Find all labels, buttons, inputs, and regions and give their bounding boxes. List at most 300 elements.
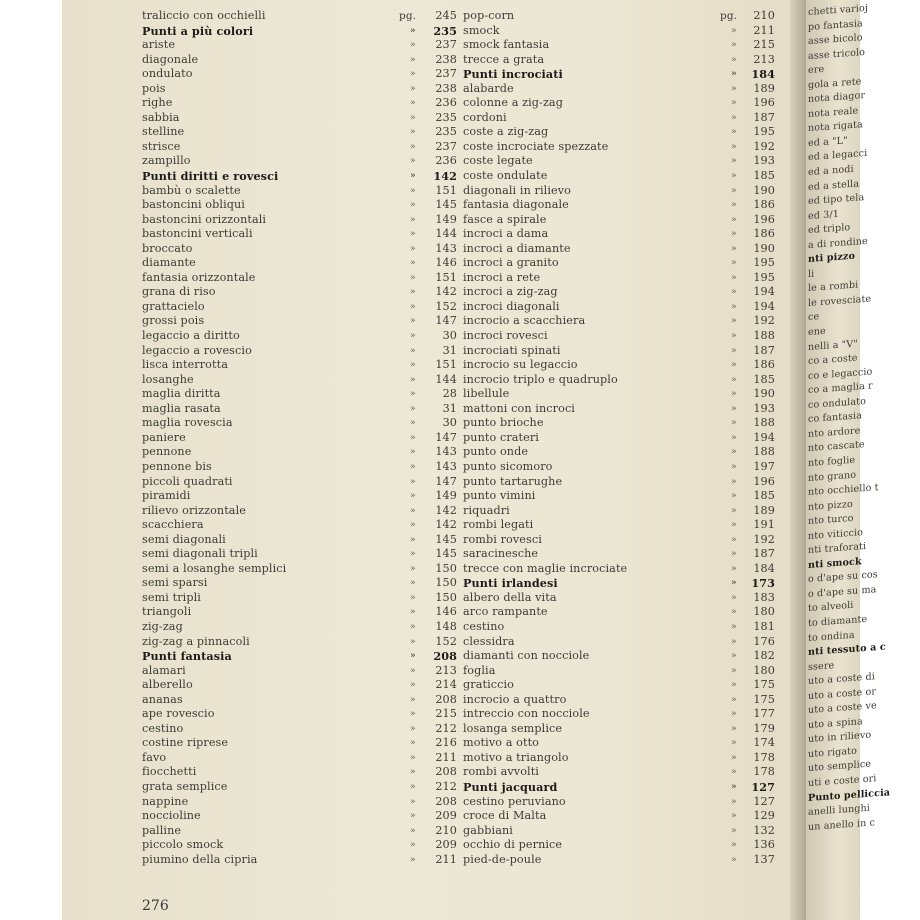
entry-term: maglia rovescia	[142, 416, 233, 430]
ditto-mark: »	[731, 665, 737, 676]
ditto-mark: »	[410, 301, 416, 312]
ditto-mark: »	[410, 156, 416, 167]
page-number: 276	[142, 898, 169, 914]
entry-term: nti tessuto a c	[808, 641, 886, 659]
entry-term: fantasia diagonale	[463, 198, 569, 212]
index-entry	[142, 82, 457, 97]
entry-page: 187	[753, 343, 775, 357]
entry-page: 185	[753, 372, 775, 386]
entry-term: losanga semplice	[463, 721, 563, 735]
entry-page: 189	[753, 503, 775, 517]
index-entry	[142, 38, 457, 53]
entry-page: 192	[753, 532, 775, 546]
entry-term: scacchiera	[142, 518, 204, 532]
ditto-mark: »	[731, 374, 737, 385]
ditto-mark: »	[410, 651, 416, 662]
index-entry	[142, 227, 457, 242]
entry-term: cestino	[142, 721, 184, 735]
entry-term: uto a coste di	[808, 671, 875, 688]
entry-term: nto grano	[808, 469, 857, 484]
ditto-mark: »	[410, 811, 416, 822]
entry-term: ed a stella	[808, 177, 860, 193]
ditto-mark: »	[410, 374, 416, 385]
entry-page: 194	[753, 430, 775, 444]
entry-page: 179	[753, 721, 775, 735]
index-entry	[463, 227, 775, 242]
entry-term: favo	[142, 750, 167, 764]
ditto-mark: »	[731, 229, 737, 240]
entry-term: ananas	[142, 692, 183, 706]
ditto-mark: »	[410, 25, 416, 36]
entry-term: sabbia	[142, 110, 180, 124]
index-entry	[142, 96, 457, 111]
entry-term: rilievo orizzontale	[142, 503, 246, 517]
ditto-mark: »	[731, 258, 737, 269]
index-entry	[142, 344, 457, 359]
entry-page: 150	[435, 590, 457, 604]
entry-page: 237	[435, 67, 457, 81]
index-section-heading	[142, 24, 457, 39]
entry-term: incroci a diamante	[463, 241, 571, 255]
ditto-mark: »	[731, 505, 737, 516]
index-entry	[142, 707, 457, 722]
index-entry	[142, 387, 457, 402]
entry-page: 187	[753, 110, 775, 124]
entry-term: incrocio triplo e quadruplo	[463, 372, 618, 386]
index-entry	[463, 547, 775, 562]
entry-term: cestino peruviano	[463, 794, 566, 808]
index-entry	[142, 373, 457, 388]
entry-page: 190	[753, 241, 775, 255]
entry-page: 196	[753, 212, 775, 226]
entry-term: ssere	[808, 659, 835, 673]
ditto-mark: »	[731, 694, 737, 705]
index-entry	[142, 9, 457, 24]
entry-page: 174	[753, 736, 775, 750]
entry-page: 180	[753, 605, 775, 619]
entry-page: 196	[753, 474, 775, 488]
ditto-mark: »	[410, 607, 416, 618]
entry-term: incroci a dama	[463, 227, 549, 241]
entry-page: 185	[753, 169, 775, 183]
entry-term: ed triplo	[808, 222, 851, 237]
entry-page: 28	[442, 387, 457, 401]
entry-term: piccolo smock	[142, 838, 224, 852]
entry-page: 188	[753, 329, 775, 343]
entry-term: maglia rasata	[142, 401, 221, 415]
entry-term: incroci diagonali	[463, 299, 560, 313]
entry-page: 147	[435, 474, 457, 488]
entry-page: 236	[435, 154, 457, 168]
entry-term: coste incrociate spezzate	[463, 139, 609, 153]
entry-term: incroci a rete	[463, 270, 541, 284]
entry-term: legaccio a diritto	[142, 329, 240, 343]
entry-page: 235	[435, 125, 457, 139]
ditto-mark: »	[410, 578, 416, 589]
entry-term: smock fantasia	[463, 38, 550, 52]
entry-page: 143	[435, 241, 457, 255]
index-entry	[463, 431, 775, 446]
index-entry	[463, 111, 775, 126]
ditto-mark: »	[410, 432, 416, 443]
index-entry	[463, 853, 775, 868]
entry-page: 193	[753, 401, 775, 415]
ditto-mark: »	[410, 461, 416, 472]
index-entry	[463, 475, 775, 490]
entry-term: albero della vita	[463, 590, 557, 604]
entry-page: 143	[435, 459, 457, 473]
ditto-mark: »	[410, 287, 416, 298]
index-entry	[463, 736, 775, 751]
ditto-mark: »	[731, 854, 737, 865]
ditto-mark: »	[410, 781, 416, 792]
index-entry	[463, 82, 775, 97]
entry-page: 195	[753, 270, 775, 284]
entry-page: 151	[435, 358, 457, 372]
ditto-mark: »	[731, 549, 737, 560]
entry-page: 146	[435, 256, 457, 270]
entry-term: bastoncini orizzontali	[142, 212, 267, 226]
index-entry	[142, 765, 457, 780]
entry-term: trecce con maglie incrociate	[463, 561, 628, 575]
entry-term: punto brioche	[463, 416, 544, 430]
ditto-mark: »	[731, 403, 737, 414]
entry-term: costine riprese	[142, 736, 229, 750]
ditto-mark: »	[731, 214, 737, 225]
entry-page: 31	[442, 343, 457, 357]
entry-page: 194	[753, 299, 775, 313]
index-entry	[142, 824, 457, 839]
entry-page: 195	[753, 256, 775, 270]
entry-term: Punti fantasia	[142, 649, 232, 664]
entry-term: triangoli	[142, 605, 192, 619]
entry-term: legaccio a rovescio	[142, 343, 252, 357]
entry-term: asse bicolo	[808, 32, 863, 48]
index-entry	[142, 576, 457, 591]
index-entry	[142, 154, 457, 169]
ditto-mark: »	[410, 98, 416, 109]
entry-page: 176	[753, 634, 775, 648]
entry-term: nti traforati	[808, 541, 867, 557]
entry-page: 146	[435, 605, 457, 619]
entry-term: piramidi	[142, 489, 191, 503]
index-entry	[142, 547, 457, 562]
index-entry	[463, 504, 775, 519]
entry-term: punto crateri	[463, 430, 539, 444]
entry-page: 144	[435, 227, 457, 241]
entry-term: diagonali in rilievo	[463, 183, 571, 197]
entry-page: 194	[753, 285, 775, 299]
entry-term: noccioline	[142, 809, 201, 823]
entry-term: pop-corn	[463, 9, 515, 22]
entry-page: 127	[753, 794, 775, 808]
index-entry	[463, 300, 775, 315]
index-entry	[463, 53, 775, 68]
ditto-mark: »	[410, 331, 416, 342]
entry-page: 208	[435, 692, 457, 706]
entry-term: zig-zag	[142, 619, 183, 633]
entry-term: to alveoli	[808, 600, 854, 615]
ditto-mark: »	[731, 680, 737, 691]
ditto-mark: »	[731, 520, 737, 531]
index-column-middle	[463, 9, 775, 867]
index-entry	[142, 140, 457, 155]
index-section-heading	[463, 67, 775, 82]
entry-term: co a coste	[808, 352, 858, 368]
ditto-mark: »	[731, 360, 737, 371]
index-entry	[142, 533, 457, 548]
entry-term: maglia diritta	[142, 387, 221, 401]
entry-term: un anello in c	[808, 816, 876, 833]
entry-term: le rovesciate	[808, 293, 872, 309]
entry-term: semi diagonali	[142, 532, 226, 546]
ditto-mark: »	[731, 592, 737, 603]
index-entry	[142, 809, 457, 824]
entry-term: motivo a otto	[463, 736, 540, 750]
entry-page: 147	[435, 430, 457, 444]
entry-page: 192	[753, 314, 775, 328]
entry-term: semi a losanghe semplici	[142, 561, 287, 575]
entry-term: grattacielo	[142, 299, 205, 313]
ditto-mark: »	[410, 54, 416, 65]
entry-term: pennone	[142, 445, 192, 459]
index-section-heading	[142, 169, 457, 184]
entry-page: 236	[435, 96, 457, 110]
entry-page: 196	[753, 96, 775, 110]
entry-term: ondulato	[142, 67, 193, 81]
index-entry	[463, 591, 775, 606]
entry-term: nti pizzo	[808, 251, 855, 266]
entry-term: grossi pois	[142, 314, 205, 328]
entry-term: zig-zag a pinnacoli	[142, 634, 250, 648]
ditto-mark: »	[731, 243, 737, 254]
index-entry	[463, 693, 775, 708]
entry-page: 136	[753, 838, 775, 852]
index-entry	[142, 780, 457, 795]
entry-page: 129	[753, 809, 775, 823]
entry-term: ene	[808, 325, 826, 339]
ditto-mark: »	[731, 25, 737, 36]
index-section-heading	[463, 780, 775, 795]
entry-page: 209	[435, 838, 457, 852]
entry-page: 151	[435, 270, 457, 284]
entry-term: ed a legacci	[808, 148, 868, 164]
entry-page: 178	[753, 750, 775, 764]
entry-term: colonne a zig-zag	[463, 96, 563, 110]
index-entry	[142, 678, 457, 693]
entry-page: 184	[751, 67, 775, 82]
entry-page: 182	[753, 649, 775, 663]
ditto-mark: »	[731, 796, 737, 807]
entry-term: uto a spina	[808, 715, 863, 731]
index-entry	[142, 635, 457, 650]
entry-page: 181	[753, 619, 775, 633]
entry-page: 193	[753, 154, 775, 168]
index-entry	[142, 198, 457, 213]
ditto-mark: »	[410, 505, 416, 516]
entry-page: 145	[435, 532, 457, 546]
ditto-mark: »	[410, 171, 416, 182]
entry-page: 132	[753, 823, 775, 837]
ditto-mark: »	[410, 272, 416, 283]
entry-term: nota rigata	[808, 119, 863, 135]
entry-page: 149	[435, 489, 457, 503]
ditto-mark: »	[410, 680, 416, 691]
entry-page: 211	[435, 750, 457, 764]
ditto-mark: »	[731, 738, 737, 749]
entry-term: punto onde	[463, 445, 529, 459]
entry-page: 187	[753, 547, 775, 561]
ditto-mark: »	[410, 825, 416, 836]
entry-term: pois	[142, 81, 166, 95]
index-entry	[142, 445, 457, 460]
entry-page: 235	[435, 110, 457, 124]
index-column-right-fragment	[808, 2, 891, 835]
ditto-mark: »	[410, 403, 416, 414]
entry-term: palline	[142, 823, 182, 837]
entry-term: ed a nodi	[808, 163, 854, 179]
index-entry	[142, 562, 457, 577]
entry-term: punto vimini	[463, 489, 536, 503]
entry-term: semi diagonali tripli	[142, 547, 258, 561]
index-entry	[142, 751, 457, 766]
ditto-mark: »	[410, 243, 416, 254]
entry-page: 145	[435, 547, 457, 561]
entry-page: 142	[435, 285, 457, 299]
ditto-mark: »	[410, 549, 416, 560]
index-entry	[463, 416, 775, 431]
ditto-mark: »	[410, 621, 416, 632]
entry-term: bastoncini obliqui	[142, 198, 245, 212]
ditto-mark: »	[410, 360, 416, 371]
index-entry	[463, 445, 775, 460]
index-entry	[142, 125, 457, 140]
entry-page: 213	[435, 663, 457, 677]
entry-term: motivo a triangolo	[463, 750, 569, 764]
ditto-mark: »	[410, 229, 416, 240]
ditto-mark: »	[410, 592, 416, 603]
entry-term: libellule	[463, 387, 510, 401]
entry-term: asse tricolo	[808, 46, 865, 62]
entry-term: le a rombi	[808, 279, 859, 295]
entry-page: 178	[753, 765, 775, 779]
entry-term: nappine	[142, 794, 189, 808]
entry-term: ed 3/1	[808, 208, 839, 222]
index-entry	[142, 853, 457, 868]
index-entry	[463, 213, 775, 228]
ditto-mark: »	[731, 752, 737, 763]
entry-page: 208	[435, 765, 457, 779]
ditto-mark: »	[410, 796, 416, 807]
ditto-mark: »	[731, 345, 737, 356]
entry-term: piumino della cipria	[142, 852, 258, 866]
ditto-mark: »	[731, 709, 737, 720]
ditto-mark: »	[410, 127, 416, 138]
index-entry	[463, 460, 775, 475]
ditto-mark: »	[731, 301, 737, 312]
entry-term: uto semplice	[808, 759, 872, 775]
entry-term: nto ardore	[808, 425, 861, 440]
entry-page: 30	[442, 416, 457, 430]
entry-page: 173	[751, 576, 775, 591]
index-entry	[142, 722, 457, 737]
index-entry	[142, 431, 457, 446]
entry-term: zampillo	[142, 154, 191, 168]
ditto-mark: »	[410, 214, 416, 225]
entry-term: a di rondine	[808, 235, 868, 251]
index-entry	[463, 751, 775, 766]
entry-term: croce di Malta	[463, 809, 547, 823]
ditto-mark: »	[731, 156, 737, 167]
ditto-mark: »	[410, 520, 416, 531]
entry-term: lisca interrotta	[142, 358, 228, 372]
index-entry	[142, 460, 457, 475]
ditto-mark: »	[731, 651, 737, 662]
index-entry	[463, 314, 775, 329]
entry-page: 180	[753, 663, 775, 677]
entry-page: 142	[435, 518, 457, 532]
entry-term: pennone bis	[142, 459, 212, 473]
entry-term: gabbiani	[463, 823, 513, 837]
index-entry	[142, 416, 457, 431]
index-entry	[463, 184, 775, 199]
ditto-mark: »	[731, 331, 737, 342]
index-entry	[463, 838, 775, 853]
index-entry	[463, 344, 775, 359]
entry-term: ce	[808, 311, 820, 324]
entry-page: 147	[435, 314, 457, 328]
entry-term: ere	[808, 64, 825, 77]
entry-page: 188	[753, 416, 775, 430]
entry-page: 177	[753, 707, 775, 721]
index-entry	[142, 111, 457, 126]
index-entry	[142, 67, 457, 82]
entry-term: paniere	[142, 430, 186, 444]
index-entry	[463, 24, 775, 39]
entry-term: semi tripli	[142, 590, 201, 604]
ditto-mark: »	[731, 98, 737, 109]
entry-term: riquadri	[463, 503, 510, 517]
entry-term: Punti jacquard	[463, 779, 558, 794]
entry-page: 186	[753, 358, 775, 372]
entry-page: 188	[753, 445, 775, 459]
entry-term: uto a coste or	[808, 685, 877, 702]
entry-term: nti smock	[808, 556, 862, 571]
entry-term: rombi legati	[463, 518, 534, 532]
entry-term: cordoni	[463, 110, 507, 124]
page-abbrev: pg.	[720, 10, 738, 22]
ditto-mark: »	[731, 171, 737, 182]
index-entry	[463, 562, 775, 577]
entry-term: ed a "L"	[808, 135, 848, 149]
ditto-mark: »	[410, 141, 416, 152]
entry-page: 210	[435, 823, 457, 837]
ditto-mark: »	[731, 389, 737, 400]
entry-term: diamante	[142, 256, 196, 270]
ditto-mark: »	[410, 767, 416, 778]
entry-term: o d'ape su ma	[808, 584, 877, 600]
index-entry	[142, 402, 457, 417]
ditto-mark: »	[410, 563, 416, 574]
entry-term: incrocio a quattro	[463, 692, 567, 706]
index-entry	[142, 693, 457, 708]
entry-page: 189	[753, 81, 775, 95]
ditto-mark: »	[410, 491, 416, 502]
ditto-mark: »	[410, 709, 416, 720]
entry-term: cestino	[463, 619, 505, 633]
index-entry	[463, 635, 775, 650]
ditto-mark: »	[410, 200, 416, 211]
